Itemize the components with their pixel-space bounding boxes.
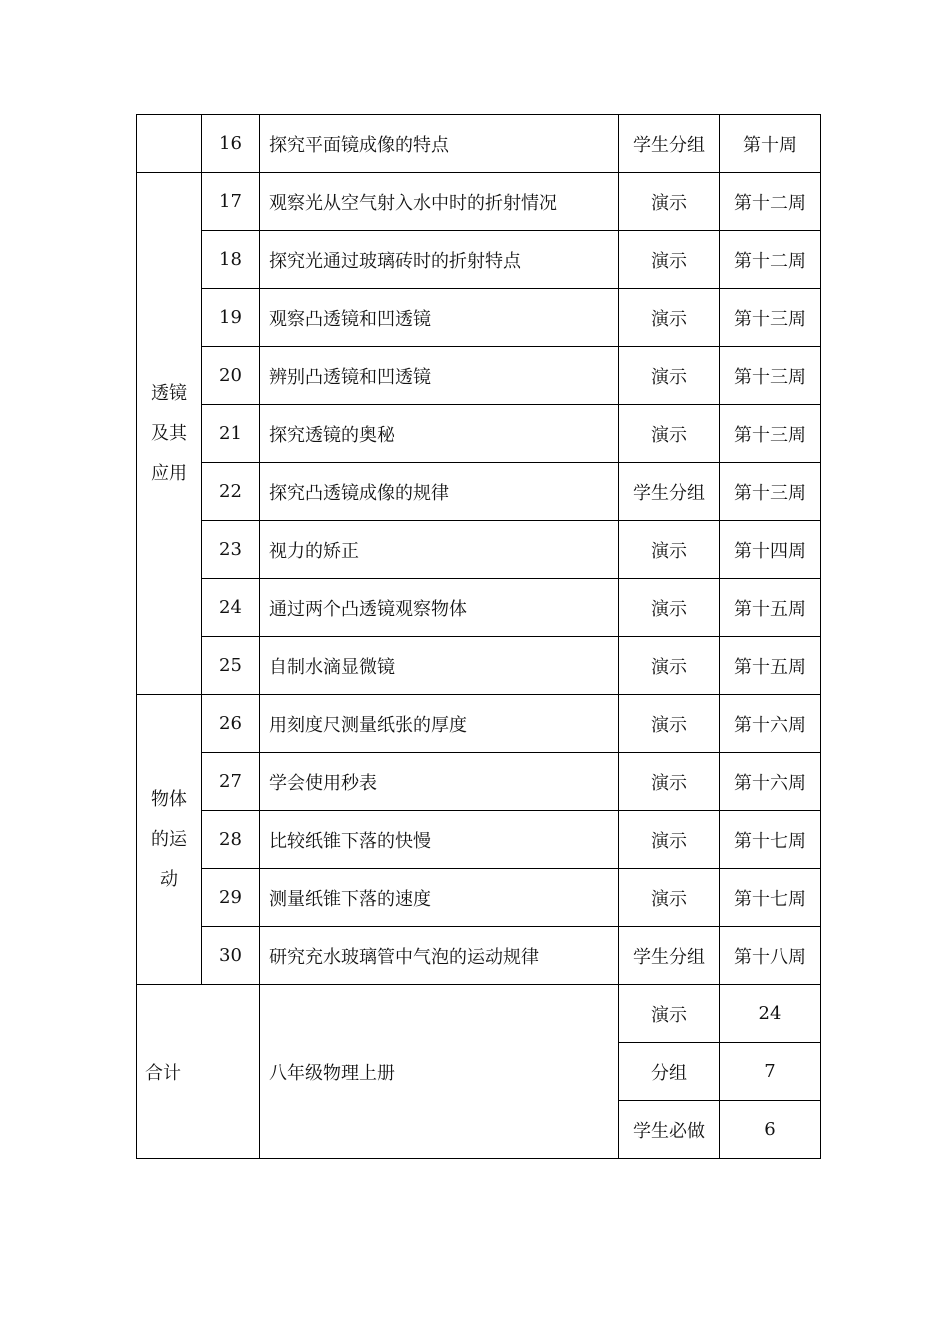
experiment-number: 27 (202, 753, 260, 811)
experiment-number: 24 (202, 579, 260, 637)
total-row (137, 985, 821, 1043)
category-lens (137, 173, 202, 695)
experiment-type: 演示 (619, 347, 720, 405)
experiment-number: 22 (202, 463, 260, 521)
experiment-name: 测量纸锥下落的速度 (260, 869, 619, 927)
total-type: 演示 (619, 985, 720, 1043)
category-motion-label: 物体的运动 (151, 788, 187, 890)
table-row (137, 695, 821, 753)
experiment-type: 演示 (619, 231, 720, 289)
table-row (137, 869, 821, 927)
table-row (137, 753, 821, 811)
experiment-week: 第十三周 (720, 405, 821, 463)
experiment-week: 第十五周 (720, 579, 821, 637)
experiment-type: 演示 (619, 695, 720, 753)
total-label: 合计 (137, 985, 260, 1159)
experiment-week: 第十八周 (720, 927, 821, 985)
experiment-name: 探究光通过玻璃砖时的折射特点 (260, 231, 619, 289)
experiment-number: 26 (202, 695, 260, 753)
experiment-type: 学生分组 (619, 927, 720, 985)
table-row (137, 289, 821, 347)
experiment-number: 17 (202, 173, 260, 231)
experiment-week: 第十六周 (720, 695, 821, 753)
experiment-type: 演示 (619, 521, 720, 579)
experiment-name: 学会使用秒表 (260, 753, 619, 811)
table-row (137, 463, 821, 521)
total-type: 学生必做 (619, 1101, 720, 1159)
experiment-number: 19 (202, 289, 260, 347)
experiment-week: 第十六周 (720, 753, 821, 811)
experiment-name: 观察光从空气射入水中时的折射情况 (260, 173, 619, 231)
experiment-week: 第十七周 (720, 869, 821, 927)
experiment-number: 29 (202, 869, 260, 927)
category-lens-label: 透镜及其应用 (151, 382, 187, 484)
experiment-number: 28 (202, 811, 260, 869)
experiment-number: 23 (202, 521, 260, 579)
experiment-week: 第十二周 (720, 231, 821, 289)
experiment-number: 18 (202, 231, 260, 289)
experiment-name: 用刻度尺测量纸张的厚度 (260, 695, 619, 753)
table-row (137, 231, 821, 289)
category-motion (137, 695, 202, 985)
experiment-week: 第十二周 (720, 173, 821, 231)
table-row (137, 811, 821, 869)
experiment-name: 辨别凸透镜和凹透镜 (260, 347, 619, 405)
experiment-name: 观察凸透镜和凹透镜 (260, 289, 619, 347)
experiment-name: 探究平面镜成像的特点 (260, 115, 619, 173)
experiment-number: 16 (202, 115, 260, 173)
table-row (137, 927, 821, 985)
experiment-name: 探究透镜的奥秘 (260, 405, 619, 463)
table-row (137, 579, 821, 637)
experiment-name: 视力的矫正 (260, 521, 619, 579)
experiment-week: 第十五周 (720, 637, 821, 695)
experiment-type: 演示 (619, 173, 720, 231)
total-type: 分组 (619, 1043, 720, 1101)
experiment-name: 研究充水玻璃管中气泡的运动规律 (260, 927, 619, 985)
experiment-week: 第十三周 (720, 463, 821, 521)
experiment-week: 第十七周 (720, 811, 821, 869)
experiment-name: 比较纸锥下落的快慢 (260, 811, 619, 869)
experiment-type: 演示 (619, 637, 720, 695)
total-count: 24 (720, 985, 821, 1043)
experiment-type: 学生分组 (619, 463, 720, 521)
experiment-week: 第十周 (720, 115, 821, 173)
experiment-type: 演示 (619, 869, 720, 927)
experiment-number: 25 (202, 637, 260, 695)
experiment-type: 演示 (619, 753, 720, 811)
table-row (137, 521, 821, 579)
experiment-week: 第十四周 (720, 521, 821, 579)
total-count: 7 (720, 1043, 821, 1101)
experiment-number: 20 (202, 347, 260, 405)
experiment-name: 通过两个凸透镜观察物体 (260, 579, 619, 637)
experiment-type: 学生分组 (619, 115, 720, 173)
table-row (137, 115, 821, 173)
experiment-type: 演示 (619, 579, 720, 637)
experiment-schedule-table (136, 114, 821, 1159)
experiment-number: 21 (202, 405, 260, 463)
total-count: 6 (720, 1101, 821, 1159)
table-row (137, 347, 821, 405)
experiment-type: 演示 (619, 405, 720, 463)
experiment-number: 30 (202, 927, 260, 985)
experiment-name: 自制水滴显微镜 (260, 637, 619, 695)
total-book-name: 八年级物理上册 (260, 985, 619, 1159)
experiment-name: 探究凸透镜成像的规律 (260, 463, 619, 521)
experiment-week: 第十三周 (720, 289, 821, 347)
table-row (137, 405, 821, 463)
table-row (137, 637, 821, 695)
experiment-week: 第十三周 (720, 347, 821, 405)
category-cell-empty (137, 115, 202, 173)
table-row (137, 173, 821, 231)
experiment-type: 演示 (619, 811, 720, 869)
experiment-type: 演示 (619, 289, 720, 347)
